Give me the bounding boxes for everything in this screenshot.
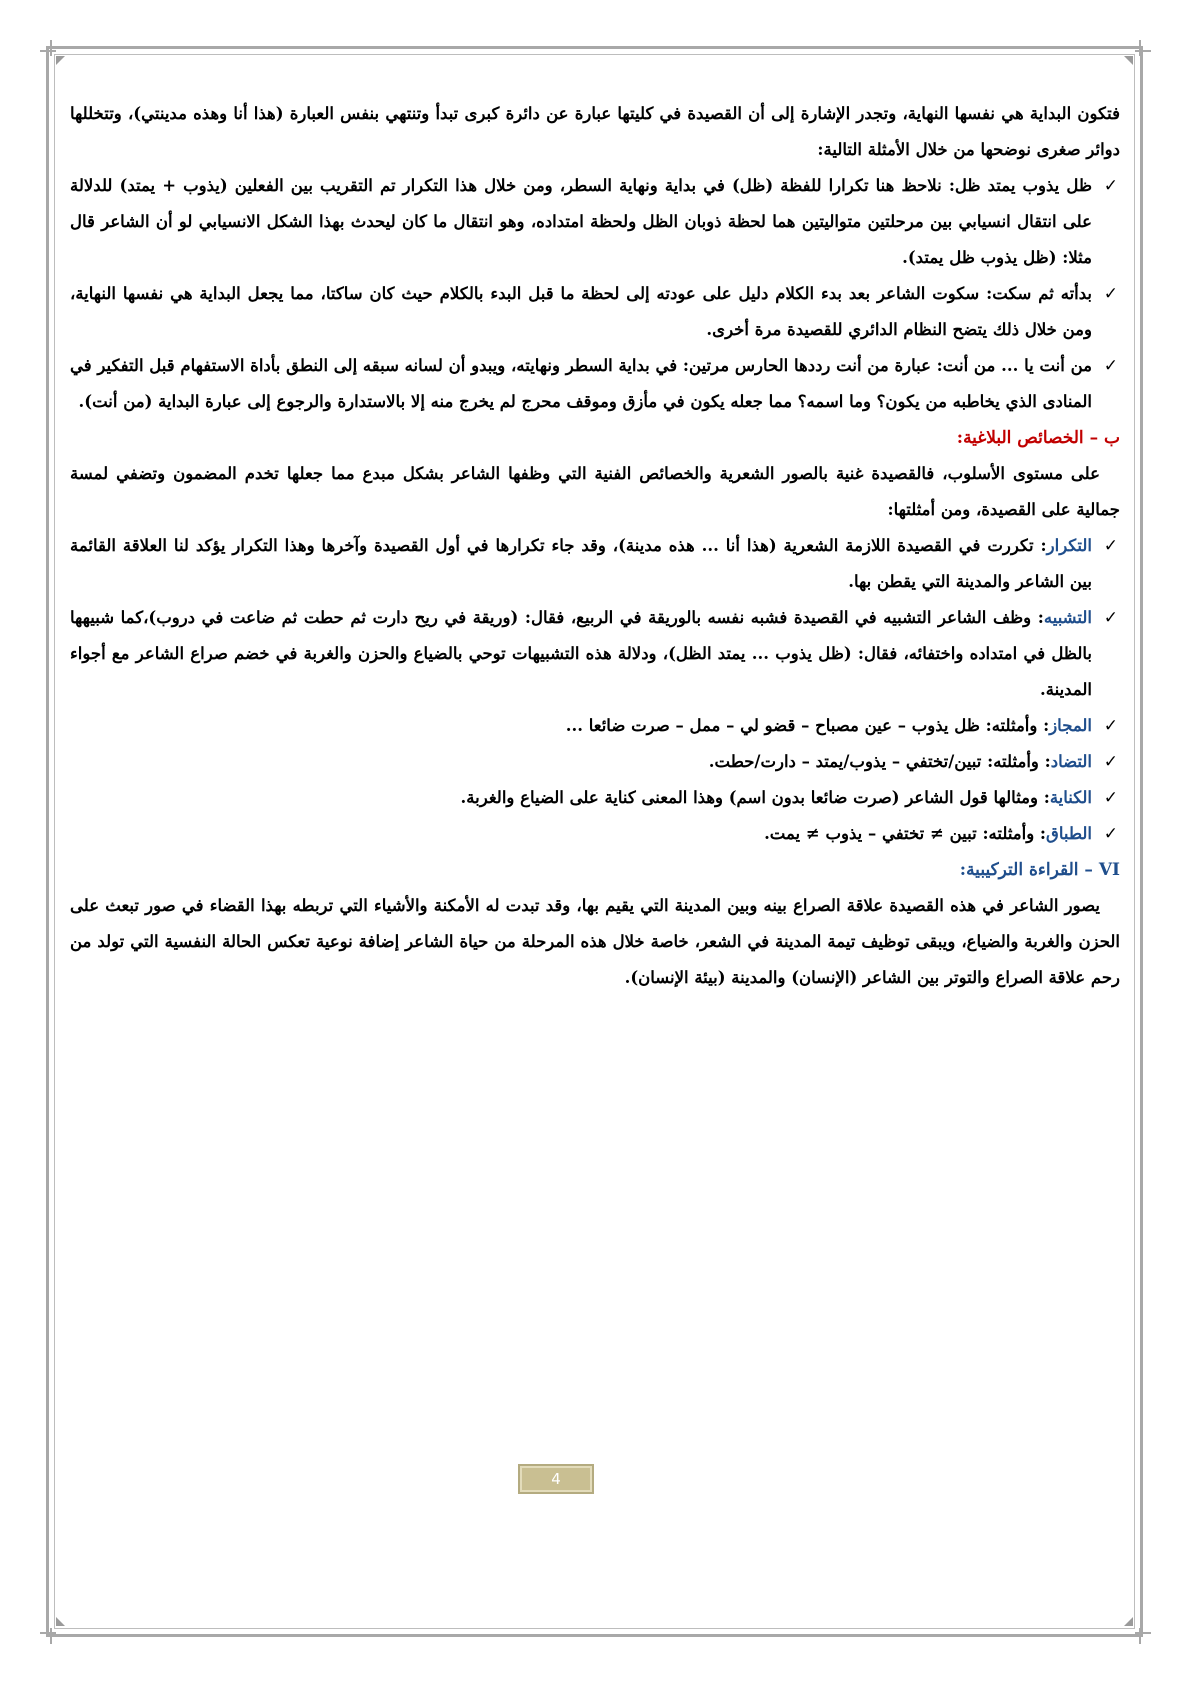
- corner-ornament-top-left: [56, 56, 65, 65]
- rhetoric-term: المجاز: [1049, 716, 1092, 735]
- list-item: [70, 780, 1120, 816]
- rhetoric-term: الكناية: [1049, 788, 1092, 807]
- synthesis-heading: VI – القراءة التركيبية:: [959, 860, 1120, 880]
- list-item: [70, 528, 1120, 600]
- list-item-text: بدأته ثم سكت: سكوت الشاعر بعد بدء الكلام دليل على عودته إلى لحظة ما قبل البدء بالكلام حيث كان ساكتا، مما يجعل البداية هي نفسها النهاية، ومن خلال ذلك يتضح النظام الدائري للقصيدة مرة أخرى.: [70, 284, 1092, 339]
- check-icon: ✓: [1103, 356, 1118, 376]
- synthesis-paragraph: يصور الشاعر في هذه القصيدة علاقة الصراع بينه وبين المدينة التي يقيم بها، وقد تبدت له الأمكنة والأشياء التي تربطه بهذا القضاء في صور تبعث على الحزن والغربة والضياع، ويبقى توظيف تيمة المدينة في الشعر، خاصة خلال هذه المرحلة من حياة الشاعر إضافة نوعية تعكس الحالة النفسية التي تولد من رحم علاقة الصراع والتوتر بين الشاعر (الإنسان) والمدينة (بيئة الإنسان).: [70, 896, 1120, 987]
- list-item-text: ظل يذوب يمتد ظل: نلاحظ هنا تكرارا للفظة (ظل) في بداية ونهاية السطر، ومن خلال هذا التكرار تم التقريب بين الفعلين (يذوب + يمتد) للدلالة على انتقال انسيابي بين مرحلتين متواليتين هما لحظة ذوبان الظل ولحظة امتداده، وهو انتقال ما كان ليحدث بهذا الشكل الانسيابي لو أن الشاعر قال مثلا: (ظل يذوب ظل يمتد).: [70, 176, 1092, 267]
- border-tick: [1135, 50, 1151, 52]
- check-icon: ✓: [1103, 536, 1118, 556]
- border-tick: [50, 1628, 52, 1644]
- list-item: [70, 816, 1120, 852]
- check-icon: ✓: [1103, 716, 1118, 736]
- rhetoric-term: التكرار: [1046, 536, 1092, 555]
- rhetoric-text: : وأمثلته: تبين/تختفي – يذوب/يمتد – دارت/حطت.: [708, 752, 1051, 771]
- rhetoric-intro: على مستوى الأسلوب، فالقصيدة غنية بالصور الشعرية والخصائص الفنية التي وظفها الشاعر بشكل مبدع مما جعلها تخدم المضمون وتضفي لمسة جمالية على القصيدة، ومن أمثلتها:: [70, 464, 1120, 519]
- border-tick: [1139, 40, 1141, 56]
- rhetoric-text: : ومثالها قول الشاعر (صرت ضائعا بدون اسم) وهذا المعنى كناية على الضياع والغربة.: [460, 788, 1050, 807]
- border-tick: [40, 50, 56, 52]
- check-icon: ✓: [1103, 824, 1118, 844]
- check-icon: ✓: [1103, 176, 1118, 196]
- rhetoric-term: التضاد: [1050, 752, 1092, 771]
- list-item-text: من أنت يا ... من أنت: عبارة من أنت رددها الحارس مرتين: في بداية السطر ونهايته، ويبدو أن لسانه سبقه إلى النطق بأداة الاستفهام قبل التفكير في المنادى الذي يخاطبه من يكون؟ وما اسمه؟ مما جعله يكون في مأزق وموقف محرج لم يخرج منه إلا بالاستدارة والرجوع إلى عبارة البداية (من أنت).: [70, 356, 1092, 411]
- check-icon: ✓: [1103, 788, 1118, 808]
- list-item: [70, 600, 1120, 708]
- rhetoric-text: : وظف الشاعر التشبيه في القصيدة فشبه نفسه بالوريقة في الربيع، فقال: (وريقة في ريح دارت ثم حطت ثم ضاعت في دروب)،كما شبيهها بالظل في امتداده واختفائه، فقال: (ظل يذوب ... يمتد الظل)، ودلالة هذه التشبيهات توحي بالضياع والحزن والغربة في خضم صراع الشاعر مع أجواء المدينة.: [70, 608, 1092, 699]
- page-number: 4: [518, 1464, 594, 1494]
- intro-paragraph: فتكون البداية هي نفسها النهاية، وتجدر الإشارة إلى أن القصيدة في كليتها عبارة عن دائرة كبرى تبدأ وتنتهي بنفس العبارة (هذا أنا وهذه مدينتي)، وتتخللها دوائر صغرى نوضحها من خلال الأمثلة التالية:: [70, 104, 1120, 159]
- list-item: [70, 348, 1120, 420]
- border-tick: [1139, 1628, 1141, 1644]
- check-icon: ✓: [1103, 608, 1118, 628]
- list-item: [70, 708, 1120, 744]
- corner-ornament-top-right: [1124, 56, 1133, 65]
- rhetoric-heading: ب – الخصائص البلاغية:: [956, 428, 1120, 448]
- corner-ornament-bottom-right: [1124, 1617, 1133, 1626]
- border-tick: [1135, 1632, 1151, 1634]
- list-item: [70, 276, 1120, 348]
- rhetoric-list: [70, 528, 1120, 852]
- list-item: [70, 168, 1120, 276]
- rhetoric-text: : وأمثلته: تبين ≠ تختفي – يذوب ≠ يمت.: [764, 824, 1047, 843]
- border-tick: [40, 1632, 56, 1634]
- list-item: [70, 744, 1120, 780]
- rhetoric-term: الطباق: [1046, 824, 1092, 843]
- border-tick: [50, 40, 52, 56]
- check-icon: ✓: [1103, 284, 1118, 304]
- corner-ornament-bottom-left: [56, 1617, 65, 1626]
- rhetoric-text: : وأمثلته: ظل يذوب – عين مصباح – قضو لي – ممل – صرت ضائعا ...: [565, 716, 1050, 735]
- circles-list: [70, 168, 1120, 420]
- page-content: [70, 96, 1120, 996]
- rhetoric-term: التشبيه: [1043, 608, 1092, 627]
- rhetoric-text: : تكررت في القصيدة اللازمة الشعرية (هذا أنا ... هذه مدينة)، وقد جاء تكرارها في أول القصيدة وآخرها وهذا التكرار يؤكد لنا العلاقة القائمة بين الشاعر والمدينة التي يقطن بها.: [70, 536, 1092, 591]
- check-icon: ✓: [1103, 752, 1118, 772]
